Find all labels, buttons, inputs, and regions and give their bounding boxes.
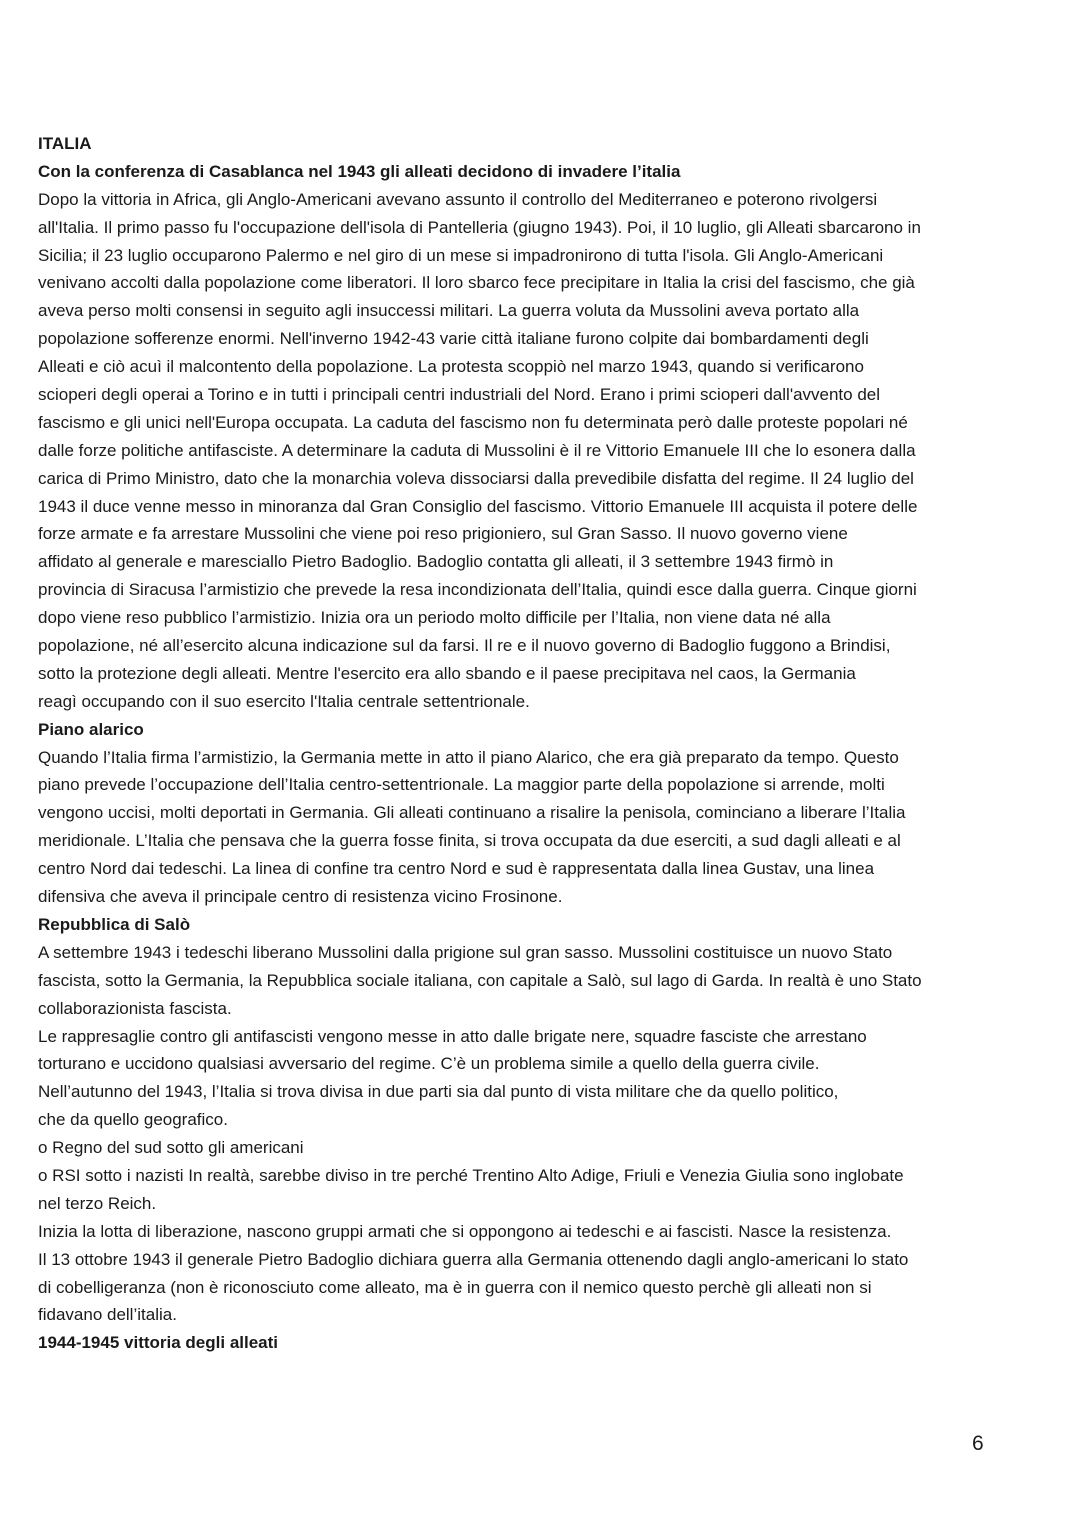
text-line: o Regno del sud sotto gli americani [38, 1138, 304, 1158]
text-line: dopo viene reso pubblico l’armistizio. Inizia ora un periodo molto difficile per l’Italia, non viene data né alla [38, 608, 831, 628]
text-line: sotto la protezione degli alleati. Mentre l'esercito era allo sbando e il paese precipitava nel caos, la Germania [38, 663, 856, 683]
text-line: nel terzo Reich. [38, 1193, 157, 1213]
text-line: Le rappresaglie contro gli antifascisti vengono messe in atto dalle brigate nere, squadre fasciste che arrestano [38, 1026, 867, 1046]
text-line: all'Italia. Il primo passo fu l'occupazione dell'isola di Pantelleria (giugno 1943). Poi, il 10 luglio, gli Alleati sbarcarono in [38, 217, 921, 237]
text-line: scioperi degli operai a Torino e in tutti i principali centri industriali del Nord. Erano i primi scioperi dall'avvento del [38, 385, 881, 405]
text-line: o RSI sotto i nazisti In realtà, sarebbe diviso in tre perché Trentino Alto Adige, Friuli e Venezia Giulia sono inglobate [38, 1165, 904, 1185]
text-line: reagì occupando con il suo esercito l'Italia centrale settentrionale. [38, 691, 530, 711]
page-number: 6 [972, 1432, 984, 1455]
text-line: Sicilia; il 23 luglio occuparono Palermo e nel giro di un mese si impadronirono di tutta l'isola. Gli Anglo-Americani [38, 245, 884, 265]
text-line: forze armate e fa arrestare Mussolini che viene poi reso prigioniero, sul Gran Sasso. Il nuovo governo viene [38, 524, 848, 544]
text-line: Il 13 ottobre 1943 il generale Pietro Badoglio dichiara guerra alla Germania ottenendo dagli anglo-americani lo stato [38, 1249, 909, 1269]
text-line: che da quello geografico. [38, 1110, 228, 1130]
section-heading: Repubblica di Salò [38, 914, 191, 934]
text-line: dalle forze politiche antifasciste. A determinare la caduta di Mussolini è il re Vittorio Emanuele III che lo esonera dalla [38, 440, 916, 460]
document-body [38, 130, 998, 1357]
section-heading: Piano alarico [38, 719, 144, 739]
text-line: fidavano dell’italia. [38, 1305, 177, 1325]
text-line: affidato al generale e maresciallo Pietro Badoglio. Badoglio contatta gli alleati, il 3 settembre 1943 firmò in [38, 552, 834, 572]
section-heading: Con la conferenza di Casablanca nel 1943 gli alleati decidono di invadere l’italia [38, 161, 681, 181]
section-heading: ITALIA [38, 134, 92, 153]
text-line: collaborazionista fascista. [38, 998, 232, 1018]
text-line: fascismo e gli unici nell'Europa occupata. La caduta del fascismo non fu determinata però dalle proteste popolari né [38, 412, 908, 432]
text-line: fascista, sotto la Germania, la Repubblica sociale italiana, con capitale a Salò, sul lago di Garda. In realtà è uno Stato [38, 970, 922, 990]
text-line: vengono uccisi, molti deportati in Germania. Gli alleati continuano a risalire la penisola, cominciano a liberare l’Italia [38, 803, 906, 823]
text-line: venivano accolti dalla popolazione come liberatori. Il loro sbarco fece precipitare in Italia la crisi del fascismo, che già [38, 273, 915, 293]
text-line: aveva perso molti consensi in seguito agli insuccessi militari. La guerra voluta da Mussolini aveva portato alla [38, 301, 860, 321]
text-line: A settembre 1943 i tedeschi liberano Mussolini dalla prigione sul gran sasso. Mussolini costituisce un nuovo Stato [38, 942, 893, 962]
text-line: Inizia la lotta di liberazione, nascono gruppi armati che si oppongono ai tedeschi e ai fascisti. Nasce la resistenza. [38, 1221, 892, 1241]
text-line: 1943 il duce venne messo in minoranza dal Gran Consiglio del fascismo. Vittorio Emanuele III acquista il potere delle [38, 496, 918, 516]
text-line: torturano e uccidono qualsiasi avversario del regime. C’è un problema simile a quello della guerra civile. [38, 1054, 820, 1074]
text-line: Nell’autunno del 1943, l’Italia si trova divisa in due parti sia dal punto di vista militare che da quello politico, [38, 1082, 839, 1102]
text-line: Dopo la vittoria in Africa, gli Anglo-Americani avevano assunto il controllo del Mediterraneo e poterono rivolgersi [38, 189, 878, 209]
text-line: provincia di Siracusa l’armistizio che prevede la resa incondizionata dell’Italia, quindi esce dalla guerra. Cinque giorni [38, 580, 917, 600]
text-line: centro Nord dai tedeschi. La linea di confine tra centro Nord e sud è rappresentata dalla linea Gustav, una linea [38, 859, 875, 879]
text-line: carica di Primo Ministro, dato che la monarchia voleva dissociarsi dalla prevedibile disfatta del regime. Il 24 luglio del [38, 468, 914, 488]
section-heading: 1944-1945 vittoria degli alleati [38, 1333, 279, 1353]
text-line: meridionale. L’Italia che pensava che la guerra fosse finita, si trova occupata da due eserciti, a sud dagli alleati e al [38, 831, 901, 851]
text-line: popolazione sofferenze enormi. Nell'inverno 1942-43 varie città italiane furono colpite dai bombardamenti degli [38, 329, 869, 349]
text-line: popolazione, né all’esercito alcuna indicazione sul da farsi. Il re e il nuovo governo di Badoglio fuggono a Brindisi, [38, 636, 891, 656]
text-line: Quando l’Italia firma l’armistizio, la Germania mette in atto il piano Alarico, che era già preparato da tempo. Questo [38, 747, 899, 767]
text-line: piano prevede l’occupazione dell’Italia centro-settentrionale. La maggior parte della popolazione si arrende, molti [38, 775, 885, 795]
text-line: Alleati e ciò acuì il malcontento della popolazione. La protesta scoppiò nel marzo 1943, quando si verificarono [38, 357, 864, 377]
text-line: difensiva che aveva il principale centro di resistenza vicino Frosinone. [38, 887, 563, 907]
text-line: di cobelligeranza (non è riconosciuto come alleato, ma è in guerra con il nemico questo perchè gli alleati non si [38, 1277, 872, 1297]
